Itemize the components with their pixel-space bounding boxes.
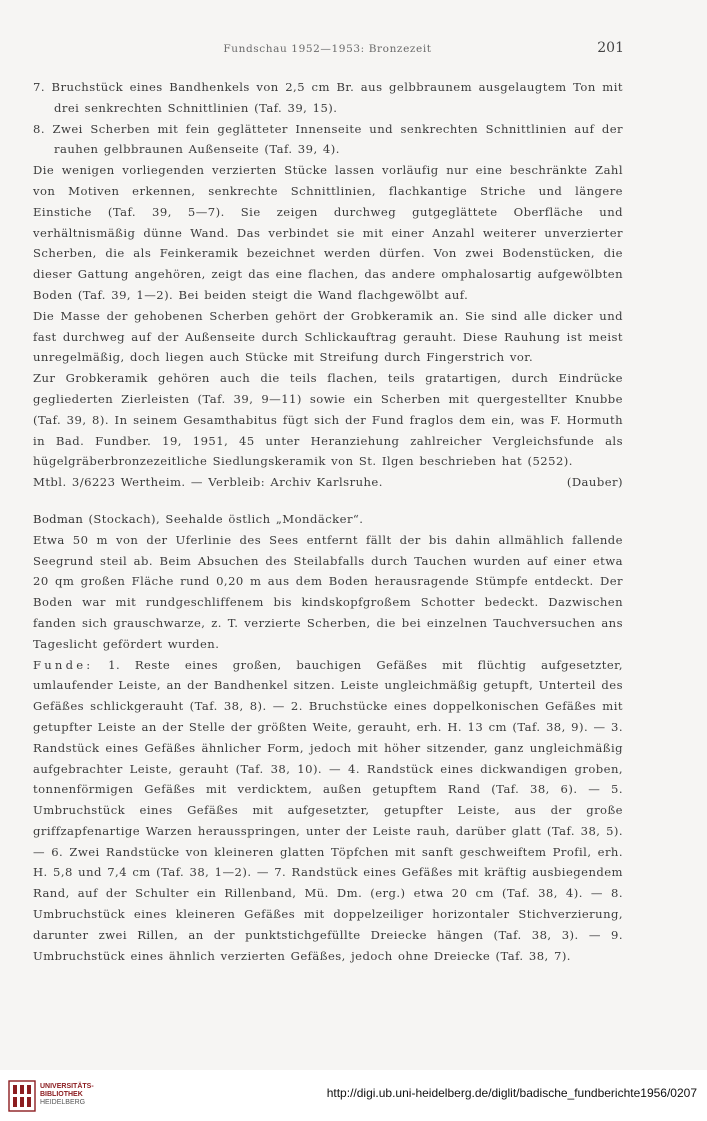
paragraph-decorated-pieces: Die wenigen vorliegenden verzierten Stücke lassen vorläufig nur eine beschränkte Zahl von Motiven erkennen, senkrechte Schnittlinien, flachkantige Striche und längere Einstiche (Taf. 39, 5—7). Sie zeigen durchweg gutgeglättete Oberfläche und verhältnismäßig dünne Wand. Das verbindet sie mit einer Anzahl weiterer unverzierter Scherben, die als Feinkeramik bezeichnet werden dürfen. Von zwei Bodenstücken, die dieser Gattung angehören, zeigt das eine flachen, das andere omphalosartig aufgewölbten Boden (Taf. 39, 1—2). Bei beiden steigt die Wand flachgewölbt auf. (33, 163, 623, 302)
digitization-footer (0, 1077, 707, 1121)
section-gap (33, 493, 623, 509)
page-header (32, 40, 623, 60)
reference-line (33, 472, 623, 493)
finds-text: 1. Reste eines großen, bauchigen Gefäßes mit flüchtig aufgesetzter, umlaufender Leiste, an der Bandhenkel sitzen. Leiste ungleichmäßig getupft, Unterteil des Gefäßes schlickgerauht (Taf. 38, 8). — 2. Bruchstücke eines doppelkonischen Gefäßes mit getupfter Leiste an der Stelle der größten Weite, gerauht, erh. H. 13 cm (Taf. 38, 9). — 3. Randstück eines Gefäßes ähnlicher Form, jedoch mit höher sitzender, ganz ungleichmäßig aufgebrachter Leiste, gerauht (Taf. 38, 10). — 4. Randstück eines dickwandigen groben, tonnenförmigen Gefäßes mit verdicktem, außen getupftem Rand (Taf. 38, 6). — 5. Umbruchstück eines Gefäßes mit aufgesetzter, getupfter Leiste, aus der große griffzapfenartige Warzen herausspringen, unter der Leiste rauh, darüber glatt (Taf. 38, 5). — 6. Zwei Randstücke von kleineren glatten Töpfchen mit sanft geschweiftem Profil, erh. H. 5,8 und 7,4 cm (Taf. 38, 1—2). — 7. Randstück eines Gefäßes mit kräftig ausbiegendem Rand, auf der Schulter ein Rillenband, Mü. Dm. (erg.) etwa 20 cm (Taf. 38, 4). — 8. Umbruchstück eines kleineren Gefäßes mit doppelzeiliger horizontaler Stichverzierung, darunter zwei Rillen, an der punktstichgefüllte Dreiecke hängen (Taf. 38, 3). — 9. Umbruchstück eines ähnlich verzierten Gefäßes, jedoch ohne Dreiecke (Taf. 38, 7). (33, 657, 623, 963)
paragraph-coarse-ware: Die Masse der gehobenen Scherben gehört der Grobkeramik an. Sie sind alle dicker und fast durchweg auf der Außenseite durch Schlickauftrag gerauht. Diese Rauhung ist meist unregelmäßig, doch liegen auch Stücke mit Streifung durch Fingerstrich vor. (33, 308, 623, 365)
map-reference: Mtbl. 3/6223 Wertheim. — Verbleib: Archiv Karlsruhe. (33, 475, 383, 490)
library-logo-text (40, 1083, 94, 1108)
logo-line-3: HEIDELBERG (40, 1099, 86, 1107)
library-logo-icon (8, 1080, 36, 1112)
running-head: Fundschau 1952—1953: Bronzezeit (223, 43, 432, 55)
author-signature: (Dauber) (566, 475, 623, 490)
library-logo[interactable] (8, 1080, 118, 1112)
site-location: (Stockach), Seehalde östlich „Mondäcker“. (83, 511, 364, 526)
paragraph-finds (33, 655, 623, 967)
site-name: Bodman (33, 511, 84, 526)
logo-line-1: UNIVERSITÄTS- (40, 1083, 94, 1090)
paragraph-site-description: Etwa 50 m von der Uferlinie des Sees entfernt fällt der bis dahin allmählich fallende Seegrund steil ab. Beim Absuchen des Steilabfalls durch Tauchen wurden auf einer etwa 20 qm großen Fläche rund 0,20 m aus dem Boden herausragende Stümpfe entdeckt. Der Boden war mit rundgeschliffenem bis kindskopfgroßem Schotter bedeckt. Dazwischen fanden sich grauschwarze, z. T. verzierte Scherben, die bei einzelnen Tauchversuchen ans Tageslicht gefördert wurden. (33, 532, 623, 651)
page-number: 201 (597, 40, 624, 56)
finds-label: Funde: (33, 657, 94, 672)
body-text (33, 77, 623, 966)
permalink-url[interactable]: http://digi.ub.uni-heidelberg.de/diglit/badische_fundberichte1956/0207 (326, 1086, 697, 1100)
find-item-7: 7. Bruchstück eines Bandhenkels von 2,5 cm Br. aus gelbbraunem ausgelaugtem Ton mit drei senkrechten Schnittlinien (Taf. 39, 15). (33, 80, 623, 115)
site-heading (33, 509, 623, 530)
logo-line-2: BIBLIOTHEK (40, 1091, 83, 1099)
find-item-8: 8. Zwei Scherben mit fein geglätteter Innenseite und senkrechten Schnittlinien auf der rauhen gelbbraunen Außenseite (Taf. 39, 4). (33, 121, 623, 157)
paragraph-ornamental-strips: Zur Grobkeramik gehören auch die teils flachen, teils gratartigen, durch Eindrücke gegliederten Zierleisten (Taf. 39, 9—11) sowie ein Scherben mit quergestellter Knubbe (Taf. 39, 8). In seinem Gesamthabitus fügt sich der Fund fraglos dem ein, was F. Hormuth in Bad. Fundber. 19, 1951, 45 unter Heranziehung zahlreicher Vergleichsfunde als hügelgräberbronzezeitliche Siedlungskeramik von St. Ilgen beschrieben hat (5252). (33, 371, 623, 469)
